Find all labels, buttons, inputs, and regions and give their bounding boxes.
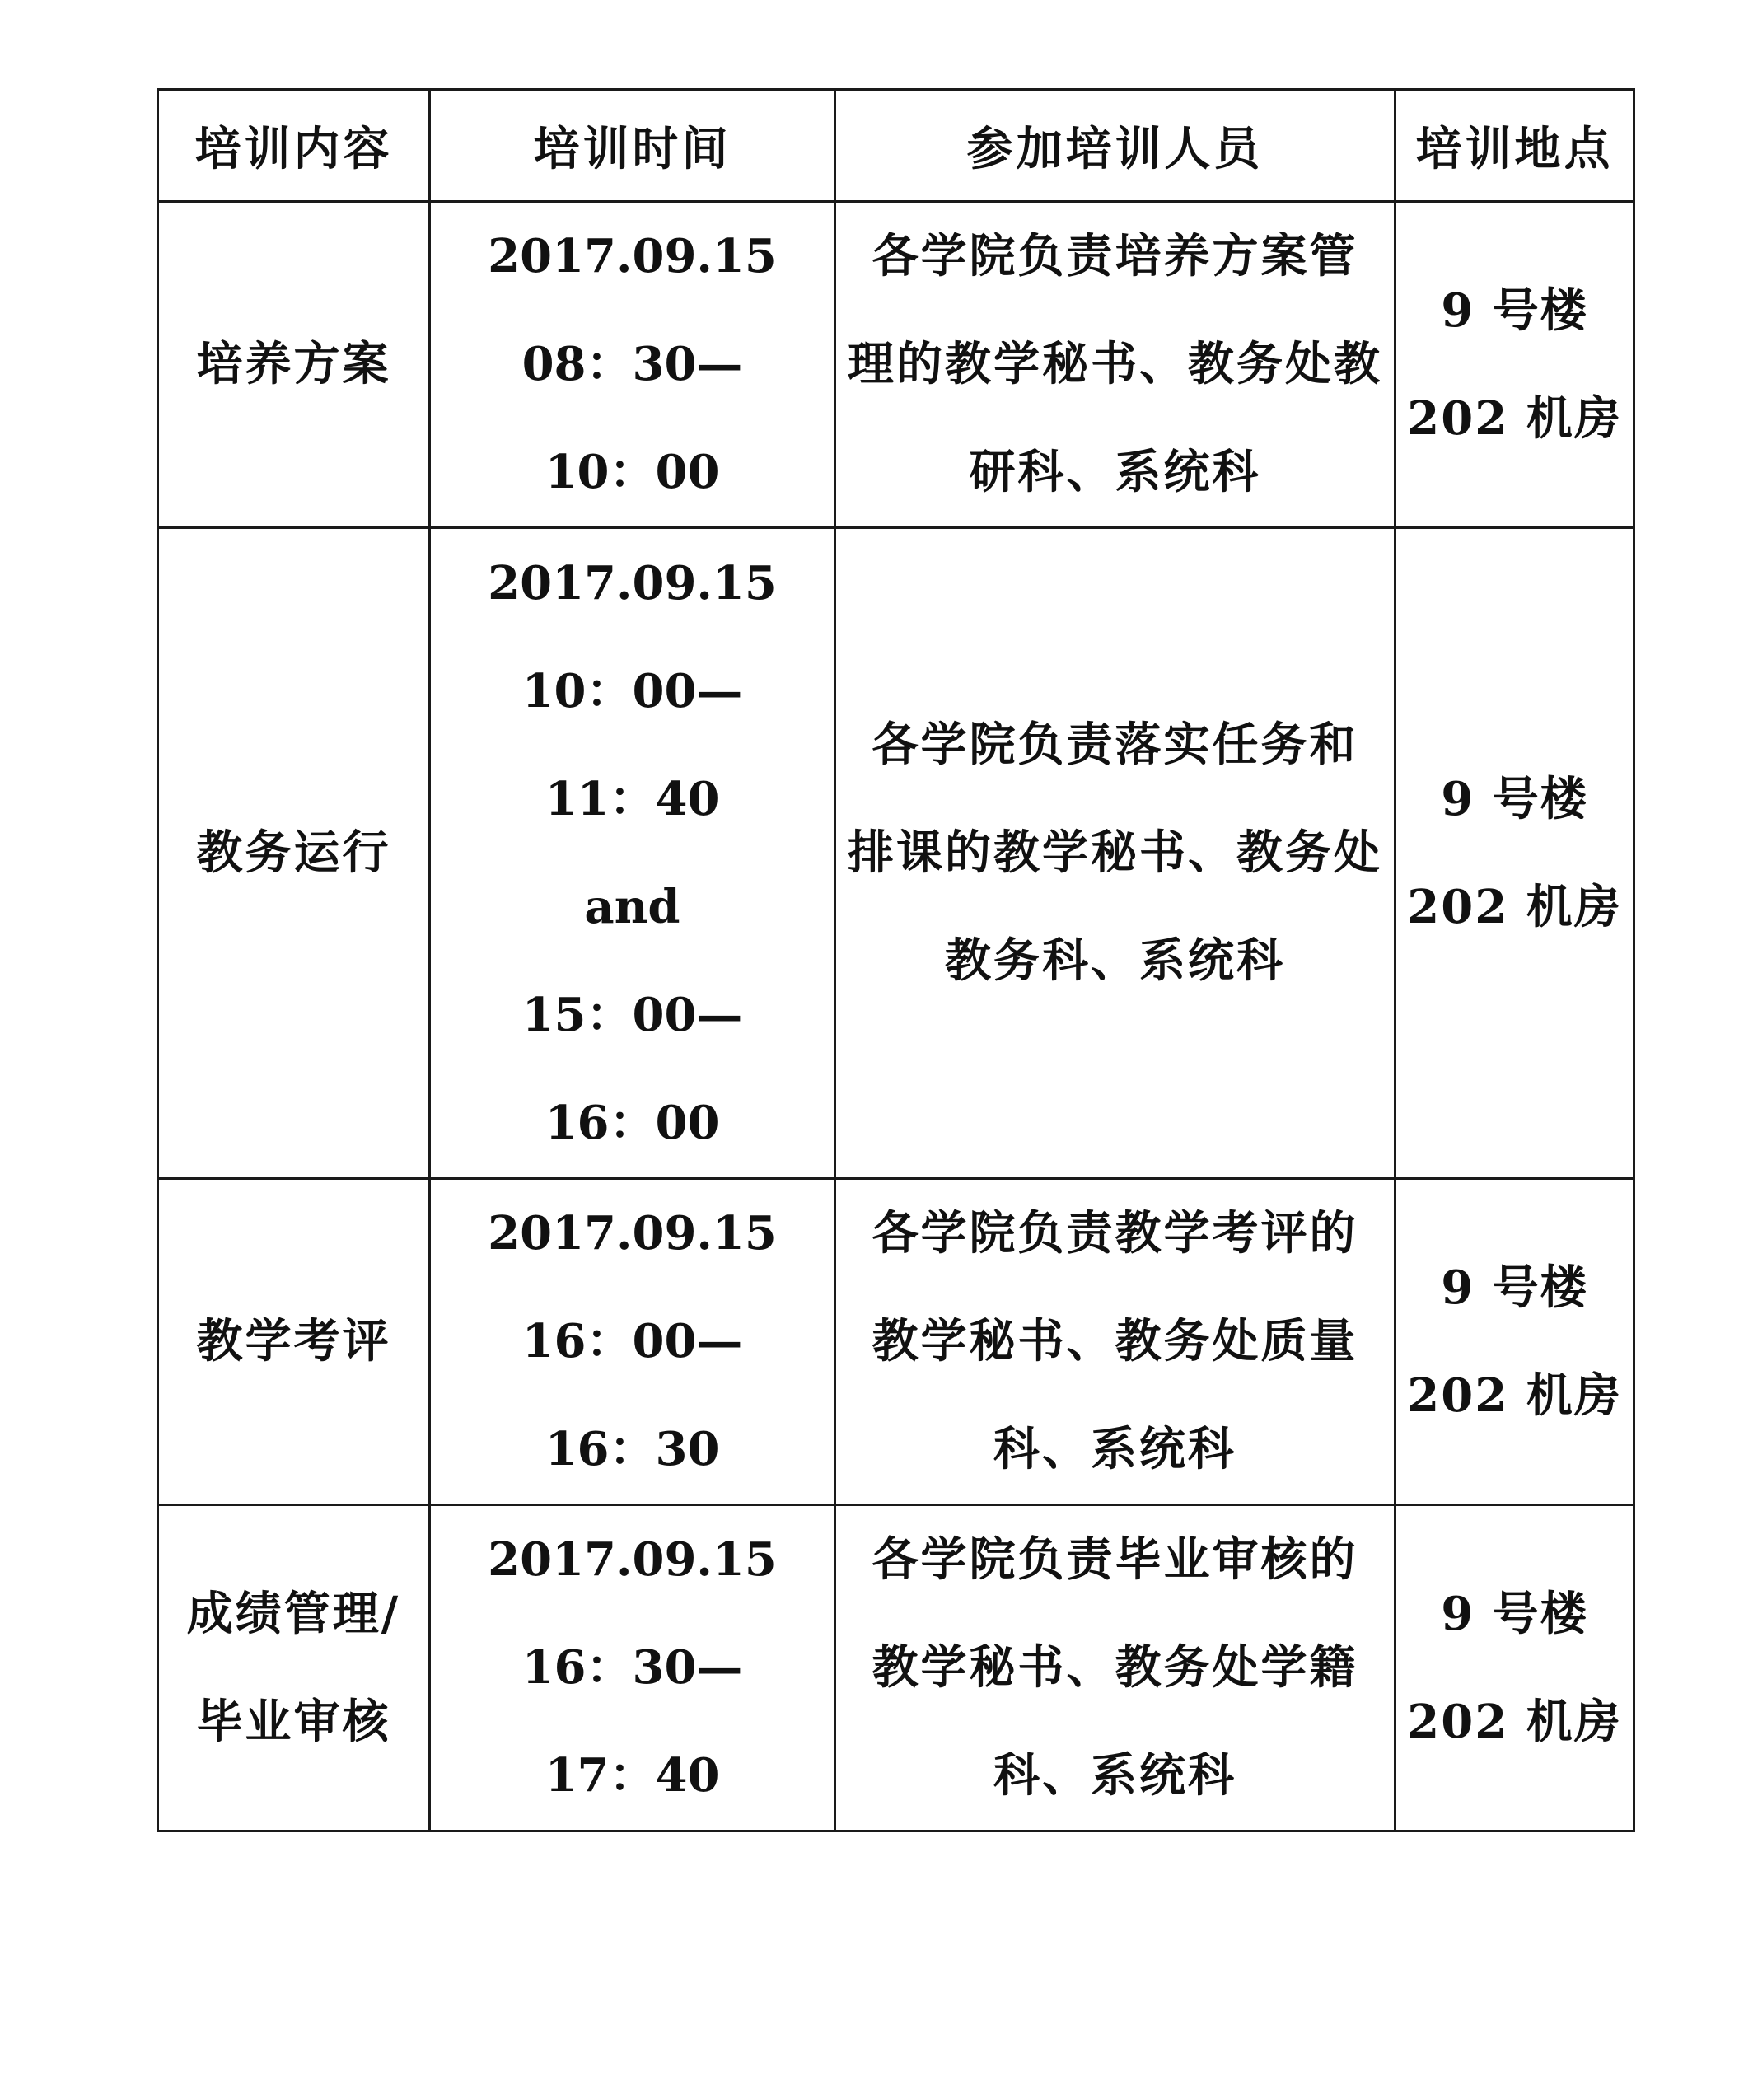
location-room: 202 机房 — [1407, 1368, 1622, 1423]
cell-participants — [835, 1179, 1395, 1505]
location-building: 9 号楼 — [1441, 283, 1588, 338]
table-header-row — [158, 90, 1634, 202]
cell-participants — [835, 528, 1395, 1179]
location-building: 9 号楼 — [1441, 1586, 1588, 1641]
time-start: 08：30— — [521, 337, 743, 391]
participants-line: 排课的教学秘书、教务处 — [848, 826, 1382, 880]
time-end: 17：40 — [545, 1748, 720, 1803]
location-building: 9 号楼 — [1441, 1260, 1588, 1315]
cell-time — [430, 1505, 835, 1831]
time-start: 15：00— — [521, 987, 743, 1042]
time-date: 2017.09.15 — [488, 555, 777, 610]
cell-time — [430, 202, 835, 528]
time-end: 16：30 — [545, 1422, 720, 1476]
participants-line: 理的教学秘书、教务处教 — [848, 337, 1382, 391]
content-line: 成绩管理/ — [186, 1586, 401, 1641]
header-content: 培训内容 — [158, 90, 430, 202]
training-schedule-table — [157, 88, 1635, 1832]
cell-content — [158, 528, 430, 1179]
participants-line: 科、系统科 — [993, 1748, 1236, 1803]
time-start: 16：00— — [521, 1314, 743, 1368]
location-room: 202 机房 — [1407, 391, 1622, 446]
content-line: 教务运行 — [196, 826, 391, 880]
time-start: 16：30— — [521, 1640, 743, 1695]
table-row — [158, 202, 1634, 528]
time-conjunction: and — [584, 879, 680, 934]
content-line: 教学考评 — [196, 1314, 391, 1368]
cell-time — [430, 1179, 835, 1505]
participants-line: 教务科、系统科 — [945, 933, 1285, 988]
time-end: 16：00 — [545, 1095, 720, 1150]
time-end: 11：40 — [545, 771, 720, 826]
cell-participants — [835, 202, 1395, 528]
header-location: 培训地点 — [1395, 90, 1634, 202]
participants-line: 科、系统科 — [993, 1422, 1236, 1476]
table-row — [158, 1179, 1634, 1505]
participants-line: 各学院负责培养方案管 — [872, 229, 1358, 283]
cell-content — [158, 1179, 430, 1505]
cell-content — [158, 1505, 430, 1831]
cell-location — [1395, 1179, 1634, 1505]
content-line: 毕业审核 — [196, 1694, 391, 1749]
header-participants: 参加培训人员 — [835, 90, 1395, 202]
time-date: 2017.09.15 — [488, 1206, 777, 1260]
time-date: 2017.09.15 — [488, 1532, 777, 1587]
header-time: 培训时间 — [430, 90, 835, 202]
cell-time — [430, 528, 835, 1179]
content-line: 培养方案 — [196, 337, 391, 391]
time-start: 10：00— — [521, 663, 743, 718]
participants-line: 各学院负责落实任务和 — [872, 718, 1358, 772]
location-room: 202 机房 — [1407, 1694, 1622, 1749]
table-row — [158, 1505, 1634, 1831]
time-date: 2017.09.15 — [488, 229, 777, 283]
cell-content — [158, 202, 430, 528]
location-room: 202 机房 — [1407, 879, 1622, 934]
participants-line: 教学秘书、教务处质量 — [872, 1314, 1358, 1368]
participants-line: 各学院负责教学考评的 — [872, 1206, 1358, 1260]
cell-participants — [835, 1505, 1395, 1831]
time-end: 10：00 — [545, 445, 720, 499]
participants-line: 教学秘书、教务处学籍 — [872, 1640, 1358, 1695]
participants-line: 研科、系统科 — [969, 445, 1261, 499]
participants-line: 各学院负责毕业审核的 — [872, 1532, 1358, 1587]
location-building: 9 号楼 — [1441, 771, 1588, 826]
cell-location — [1395, 202, 1634, 528]
cell-location — [1395, 528, 1634, 1179]
table-row — [158, 528, 1634, 1179]
cell-location — [1395, 1505, 1634, 1831]
